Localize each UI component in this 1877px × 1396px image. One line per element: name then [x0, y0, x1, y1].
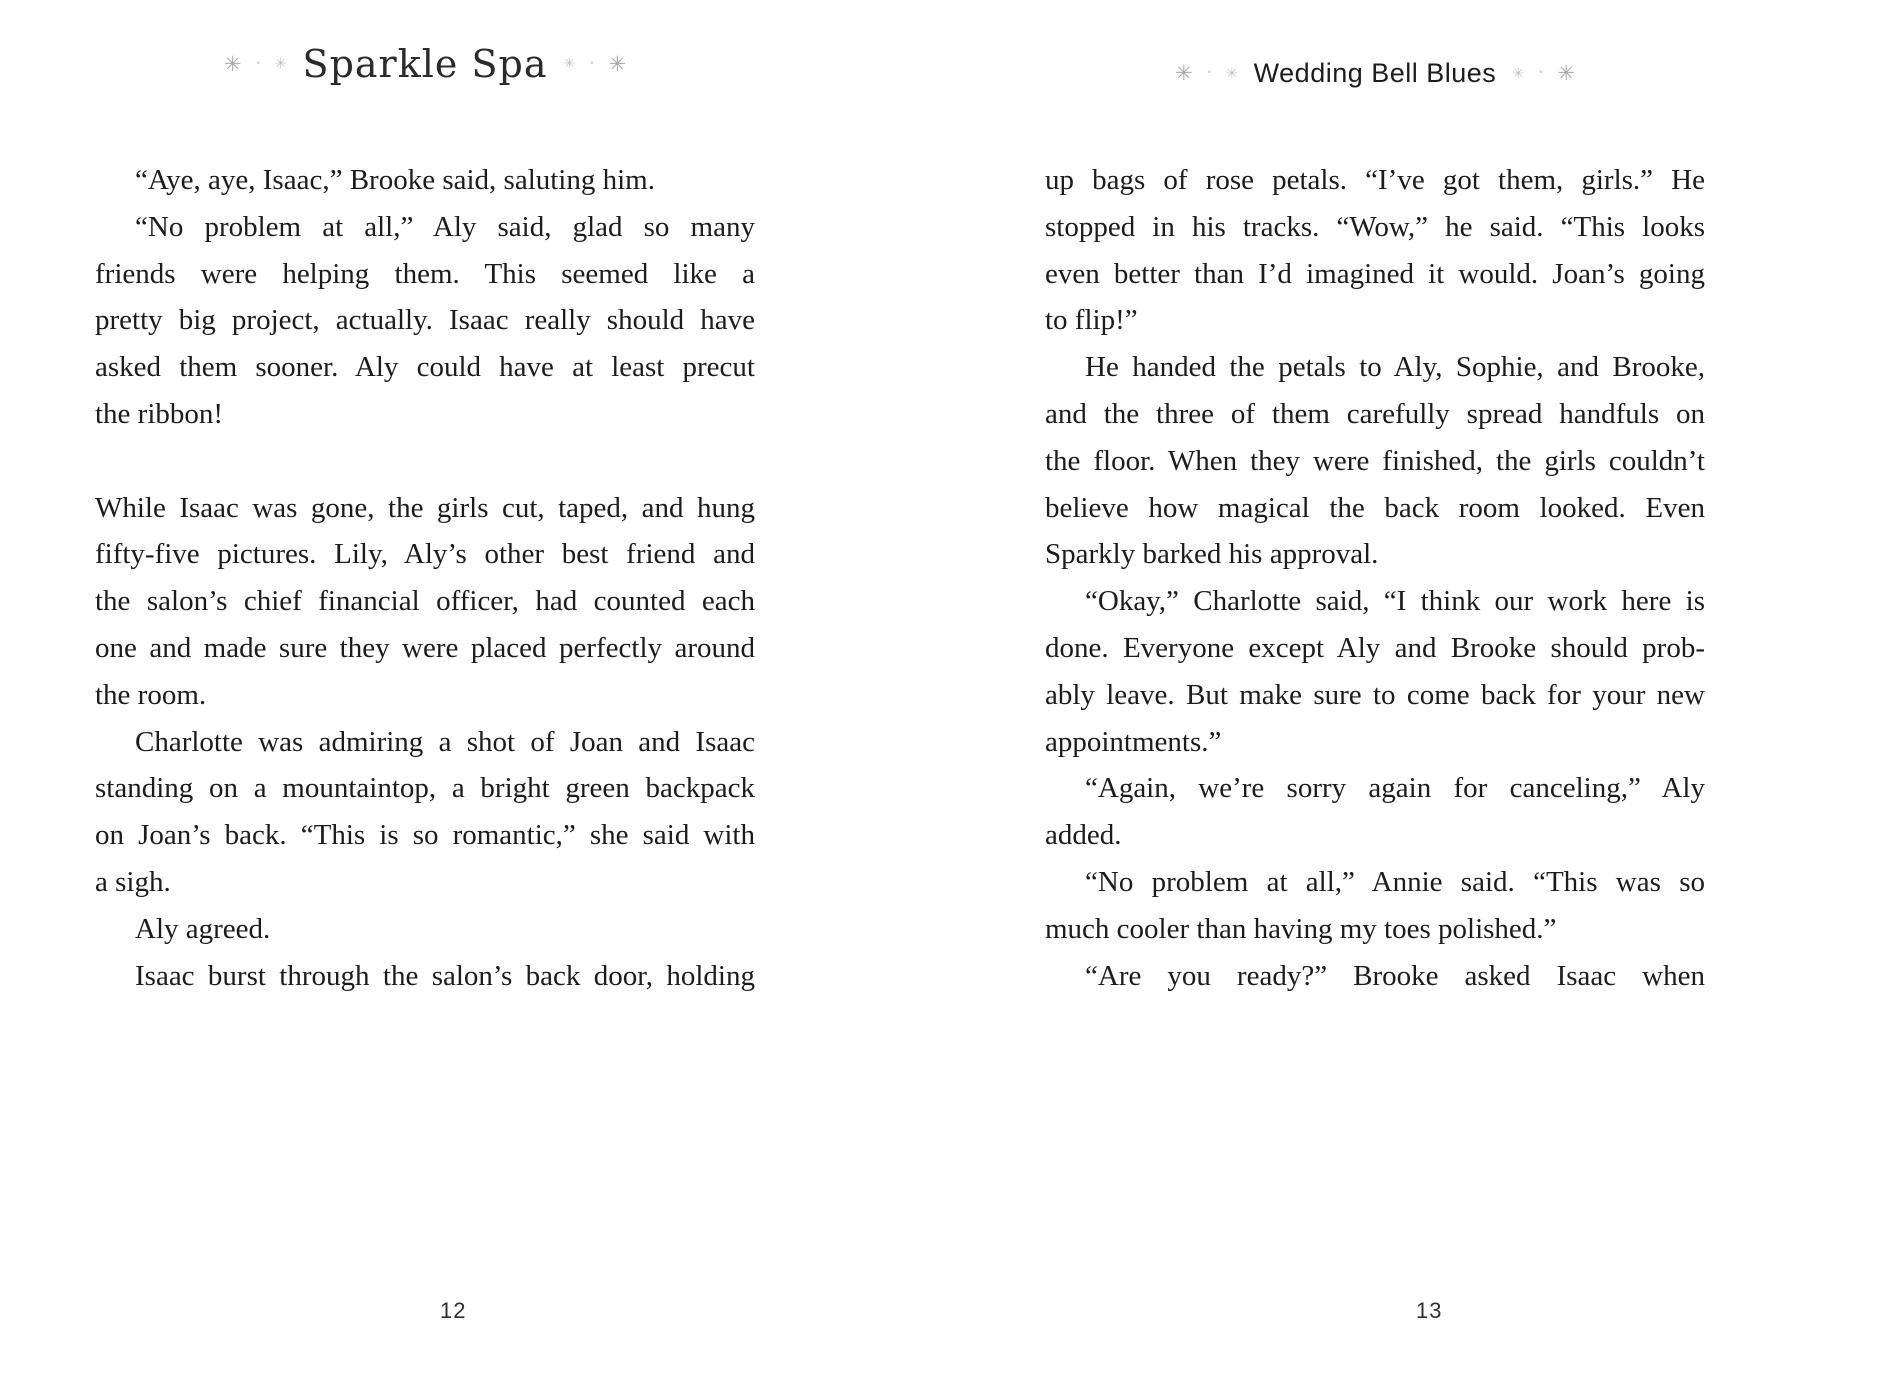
text-line: “Again, we’re sorry again for canceling,” Aly: [1085, 772, 1705, 805]
text-line: and the three of them carefully spread handfuls on: [1045, 397, 1705, 430]
text-line: much cooler than having my toes polished.”: [1045, 912, 1557, 945]
text-line: Aly agreed.: [135, 912, 271, 945]
sparkle-star-icon: ✳: [223, 51, 242, 76]
sparkle-stars-left-before: [223, 51, 287, 76]
sparkle-dot-icon: •: [1538, 68, 1544, 78]
sparkle-star-icon: ✳: [1512, 65, 1525, 82]
text-line: “No problem at all,” Annie said. “This was so: [1085, 865, 1705, 898]
text-line: “No problem at all,” Aly said, glad so many: [135, 210, 755, 243]
text-line: one and made sure they were placed perfectly around: [95, 631, 755, 664]
text-line: While Isaac was gone, the girls cut, taped, and hung: [95, 491, 755, 524]
text-line: to flip!”: [1045, 304, 1138, 337]
text-line: stopped in his tracks. “Wow,” he said. “This looks: [1045, 210, 1705, 243]
text-line: “Are you ready?” Brooke asked Isaac when: [1085, 959, 1705, 992]
sparkle-star-icon: ✳: [1225, 65, 1238, 82]
text-line: added.: [1045, 819, 1122, 852]
text-line: pretty big project, actually. Isaac really should have: [95, 304, 755, 337]
chapter-title: Wedding Bell Blues: [1253, 58, 1497, 88]
sparkle-stars-left-after: [563, 51, 627, 76]
sparkle-stars-right-before: [1175, 63, 1238, 84]
sparkle-stars-right-after: [1512, 63, 1575, 84]
text-line: up bags of rose petals. “I’ve got them, girls.” He: [1045, 164, 1705, 196]
text-line: done. Everyone except Aly and Brooke should prob-: [1045, 631, 1705, 664]
page-right: [938, 0, 1876, 1396]
text-line: the floor. When they were finished, the girls couldn’t: [1045, 444, 1705, 477]
sparkle-star-icon: ✳: [563, 56, 576, 72]
section-break: [95, 438, 755, 485]
text-line: a sigh.: [95, 865, 171, 898]
text-line: fifty-five pictures. Lily, Aly’s other best friend and: [95, 538, 755, 571]
text-column-left: [95, 157, 755, 999]
sparkle-dot-icon: •: [255, 58, 261, 69]
text-line: Sparkly barked his approval.: [1045, 538, 1379, 571]
sparkle-star-icon: ✳: [1557, 61, 1575, 85]
text-line: standing on a mountaintop, a bright green backpack: [95, 772, 755, 805]
text-line: asked them sooner. Aly could have at least precut: [95, 351, 755, 384]
text-line: “Aye, aye, Isaac,” Brooke said, saluting him.: [135, 164, 655, 196]
text-line: Isaac burst through the salon’s back door, holding: [135, 959, 755, 992]
text-line: on Joan’s back. “This is so romantic,” she said with: [95, 819, 755, 852]
running-head-left: [95, 42, 755, 86]
text-line: appointments.”: [1045, 725, 1222, 758]
sparkle-dot-icon: •: [1206, 68, 1212, 78]
text-line: “Okay,” Charlotte said, “I think our work here is: [1085, 585, 1705, 618]
sparkle-star-icon: ✳: [608, 51, 627, 76]
text-line: believe how magical the back room looked. Even: [1045, 491, 1705, 524]
page-number-left: 12: [440, 1298, 467, 1323]
text-line: Charlotte was admiring a shot of Joan and Isaac: [135, 725, 755, 758]
text-line: even better than I’d imagined it would. Joan’s going: [1045, 257, 1705, 290]
sparkle-star-icon: ✳: [1175, 61, 1193, 85]
text-line: the room.: [95, 678, 207, 711]
text-line: the ribbon!: [95, 397, 224, 430]
text-line: He handed the petals to Aly, Sophie, and Brooke,: [1085, 351, 1705, 384]
text-column-right: [1045, 157, 1705, 999]
running-head-right: [1045, 58, 1705, 89]
page-number-right: 13: [1416, 1298, 1443, 1323]
sparkle-dot-icon: •: [589, 58, 595, 69]
sparkle-star-icon: ✳: [274, 56, 287, 72]
text-line: the salon’s chief financial officer, had counted each: [95, 585, 755, 618]
page-left: [0, 0, 938, 1396]
text-line: friends were helping them. This seemed like a: [95, 257, 755, 290]
text-line: ably leave. But make sure to come back for your new: [1045, 678, 1705, 711]
series-title: Sparkle Spa: [302, 42, 548, 86]
